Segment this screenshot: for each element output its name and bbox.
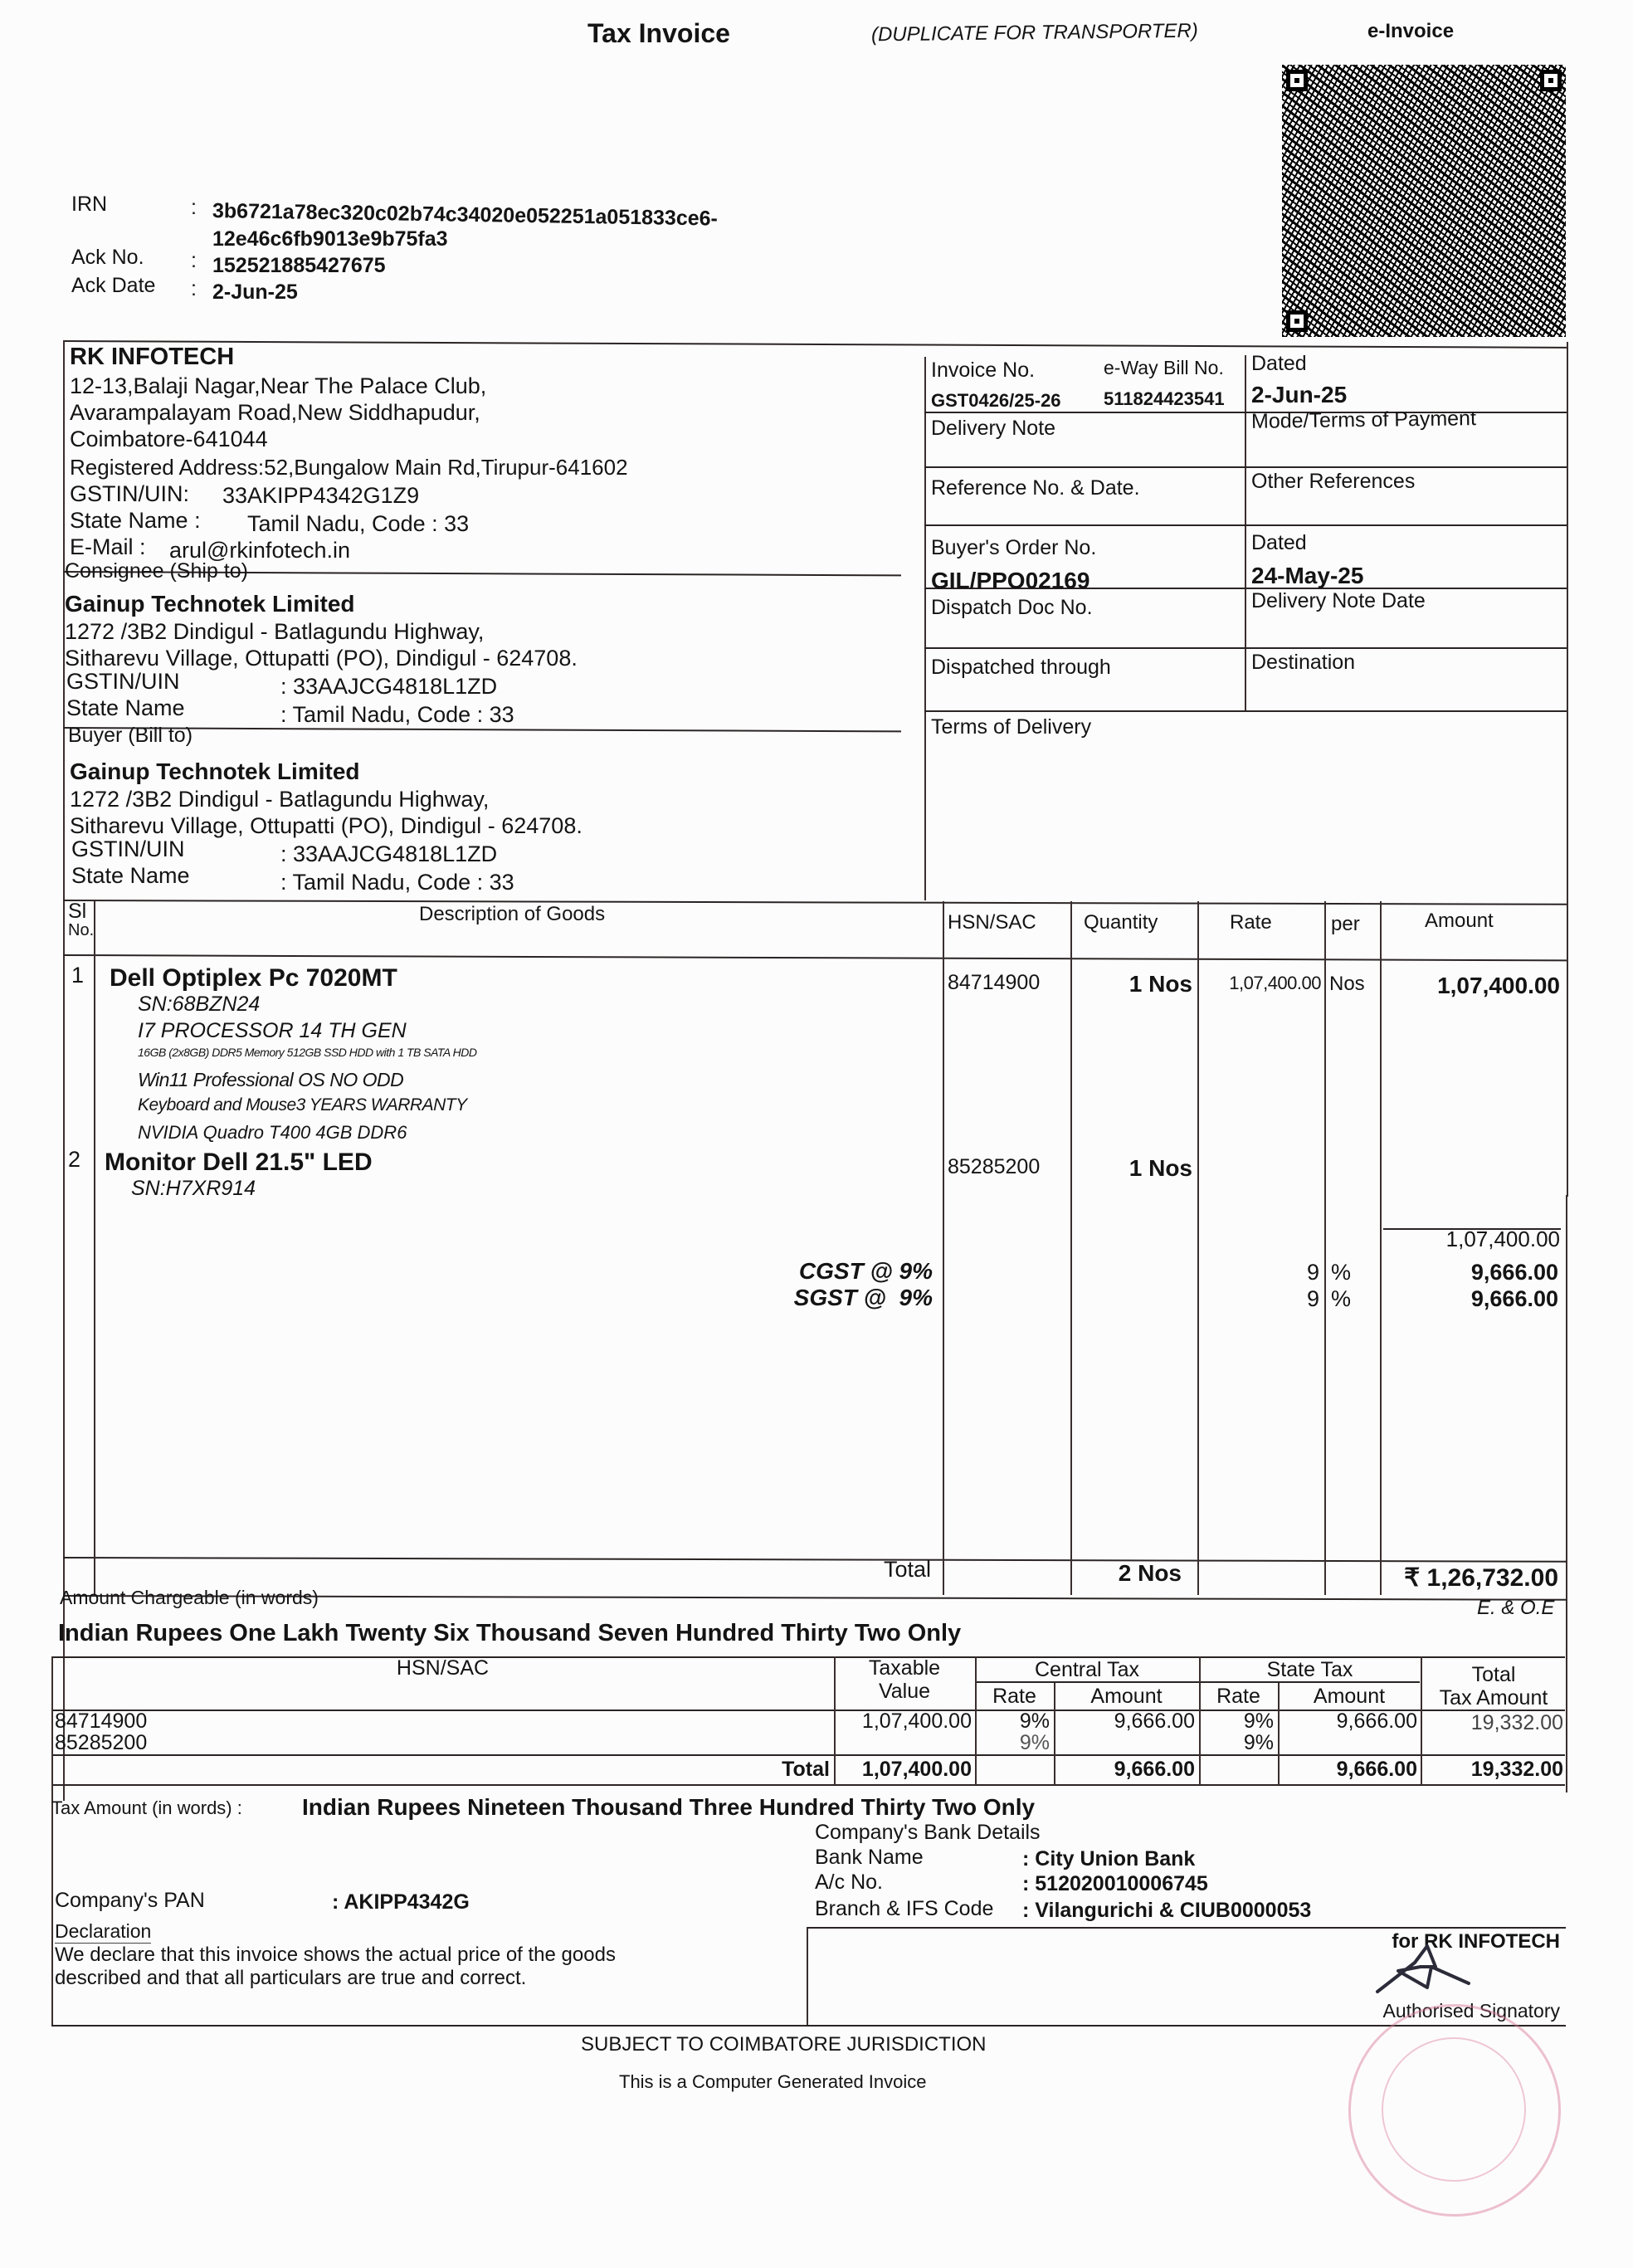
item-name: Monitor Dell 21.5" LED xyxy=(105,1149,373,1176)
tax-amount: 9,666.00 xyxy=(1470,1286,1558,1311)
seller-email-label: E-Mail : xyxy=(70,534,146,559)
total-quantity: 2 Nos xyxy=(1118,1560,1182,1586)
header-rate: Rate xyxy=(1230,911,1272,934)
buyer-address-line: Sitharevu Village, Ottupatti (PO), Dindigul - 624708. xyxy=(70,813,583,838)
irn-value-cont: 12e46c6fb9013e9b75fa3 xyxy=(212,227,448,251)
reference-label: Reference No. & Date. xyxy=(931,476,1140,500)
tax-words-label: Tax Amount (in words) : xyxy=(51,1797,242,1818)
jurisdiction-note: SUBJECT TO COIMBATORE JURISDICTION xyxy=(581,2033,987,2056)
subtotal-amount: 1,07,400.00 xyxy=(1445,1227,1560,1251)
ts-hsn: 85285200 xyxy=(55,1731,148,1754)
irn-value: 3b6721a78ec320c02b74c34020e052251a051833ce6- xyxy=(212,199,719,231)
declaration-text: We declare that this invoice shows the actual price of the goods xyxy=(55,1944,616,1966)
ts-header-taxable-value: Value xyxy=(878,1680,931,1703)
ts-total-label: Total xyxy=(782,1758,830,1781)
buyer-gstin-label: GSTIN/UIN xyxy=(71,836,185,861)
ts-header-tax-amount: Tax Amount xyxy=(1439,1686,1548,1710)
order-dated-value: 24-May-25 xyxy=(1251,563,1364,588)
item-quantity: 1 Nos xyxy=(1128,971,1192,997)
document-title: Tax Invoice xyxy=(587,18,730,48)
item-quantity: 1 Nos xyxy=(1128,1155,1192,1181)
qr-finder-icon xyxy=(1286,310,1308,332)
ack-date-value: 2-Jun-25 xyxy=(212,280,298,304)
header-quantity: Quantity xyxy=(1084,911,1158,934)
dispatch-doc-label: Dispatch Doc No. xyxy=(931,596,1093,619)
tax-label: SGST @ 9% xyxy=(793,1285,933,1310)
col-qty xyxy=(1070,901,1072,1595)
lower-frame-bottom xyxy=(51,2025,1566,2027)
pan-value: : AKIPP4342G xyxy=(332,1890,470,1914)
item-sl: 1 xyxy=(71,963,85,988)
item-detail: I7 PROCESSOR 14 TH GEN xyxy=(138,1019,407,1042)
eway-label: e-Way Bill No. xyxy=(1104,357,1224,378)
meta-divider xyxy=(924,524,1567,526)
seller-email-value: arul@rkinfotech.in xyxy=(169,538,351,563)
other-references-label: Other References xyxy=(1251,470,1416,493)
ts-hsn: 84714900 xyxy=(55,1710,148,1733)
tax-amount: 9,666.00 xyxy=(1470,1260,1558,1285)
pan-label: Company's PAN xyxy=(55,1889,205,1912)
eway-value: 511824423541 xyxy=(1104,388,1225,409)
dispatched-through-label: Dispatched through xyxy=(931,656,1111,679)
ack-date-label: Ack Date xyxy=(71,274,156,297)
header-sl-no: No. xyxy=(68,921,95,939)
header-sl: Sl xyxy=(68,900,87,923)
header-description: Description of Goods xyxy=(419,903,606,925)
consignee-gstin-label: GSTIN/UIN xyxy=(66,669,180,694)
for-company-label: for RK INFOTECH xyxy=(1392,1930,1560,1953)
bank-title: Company's Bank Details xyxy=(815,1821,1041,1844)
ts-state-rate: 9% xyxy=(1243,1731,1274,1754)
bank-name-value: : City Union Bank xyxy=(1022,1847,1196,1870)
col-rate xyxy=(1197,901,1199,1595)
ts-header-rate: Rate xyxy=(992,1685,1036,1708)
eoe-label: E. & O.E xyxy=(1477,1597,1555,1619)
consignee-address-line: Sitharevu Village, Ottupatti (PO), Dindigul - 624708. xyxy=(65,646,578,671)
amount-words-label: Amount Chargeable (in words) xyxy=(60,1587,319,1608)
item-name: Dell Optiplex Pc 7020MT xyxy=(110,964,397,992)
item-per: Nos xyxy=(1329,973,1365,995)
qr-finder-icon xyxy=(1286,70,1308,91)
col-sl xyxy=(94,901,95,1595)
ts-total-central: 9,666.00 xyxy=(1114,1758,1195,1781)
item-hsn: 85285200 xyxy=(948,1155,1041,1178)
separator: : xyxy=(191,196,197,219)
delivery-note-date-label: Delivery Note Date xyxy=(1251,589,1426,612)
ts-header-taxable: Taxable xyxy=(868,1656,941,1680)
consignee-state-label: State Name xyxy=(66,695,185,720)
total-label: Total xyxy=(883,1557,931,1582)
ts-header-central: Central Tax xyxy=(1035,1658,1139,1681)
account-label: A/c No. xyxy=(815,1870,883,1894)
signature-icon xyxy=(1369,1942,1485,2008)
items-header-bottom xyxy=(63,954,1567,961)
ts-total-taxable: 1,07,400.00 xyxy=(861,1758,972,1781)
company-stamp-inner-icon xyxy=(1382,2037,1526,2182)
lower-frame-left xyxy=(51,1656,53,2026)
tax-rate: 9 xyxy=(1306,1260,1319,1285)
seller-state-label: State Name : xyxy=(70,508,201,533)
invoice-no-value: GST0426/25-26 xyxy=(931,390,1061,411)
buyer-gstin-value: : 33AAJCG4818L1ZD xyxy=(280,841,498,866)
frame-right xyxy=(1567,342,1568,1197)
buyer-state-label: State Name xyxy=(71,863,190,888)
meta-divider xyxy=(924,647,1567,649)
tax-per: % xyxy=(1331,1286,1352,1311)
ts-header-total: Total xyxy=(1471,1663,1516,1686)
tax-summary-total-top xyxy=(51,1754,1565,1756)
buyer-state-value: : Tamil Nadu, Code : 33 xyxy=(280,870,514,895)
destination-label: Destination xyxy=(1251,651,1356,674)
item-detail: SN:68BZN24 xyxy=(138,993,261,1016)
authorised-signatory-label: Authorised Signatory xyxy=(1382,2000,1560,2022)
ts-state-amount: 9,666.00 xyxy=(1336,1710,1417,1733)
header-per: per xyxy=(1331,913,1360,935)
buyer-section-label: Buyer (Bill to) xyxy=(68,724,193,747)
buyer-address-line: 1272 /3B2 Dindigul - Batlagundu Highway, xyxy=(70,787,490,812)
branch-label: Branch & IFS Code xyxy=(815,1897,994,1920)
items-table-top xyxy=(63,900,1567,905)
ts-header-state: State Tax xyxy=(1266,1658,1353,1681)
buyer-name: Gainup Technotek Limited xyxy=(70,758,360,784)
tax-summary-bottom xyxy=(51,1784,1565,1786)
declaration-title: Declaration xyxy=(55,1920,152,1942)
bank-name-label: Bank Name xyxy=(815,1846,924,1869)
item-detail: SN:H7XR914 xyxy=(131,1177,256,1200)
ts-total-tax: 19,332.00 xyxy=(1470,1711,1563,1734)
ts-central-amount: 9,666.00 xyxy=(1114,1710,1195,1733)
amount-words-value: Indian Rupees One Lakh Twenty Six Thousand Seven Hundred Thirty Two Only xyxy=(58,1620,962,1646)
item-detail: 16GB (2x8GB) DDR5 Memory 512GB SSD HDD with 1 TB SATA HDD xyxy=(138,1046,477,1059)
ts-header-amount: Amount xyxy=(1090,1685,1163,1708)
header-hsn: HSN/SAC xyxy=(948,911,1036,934)
header-split xyxy=(924,357,926,900)
total-amount: ₹ 1,26,732.00 xyxy=(1404,1564,1558,1592)
col-amount xyxy=(1380,901,1382,1595)
ts-state-rate: 9% xyxy=(1243,1710,1274,1733)
invoice-no-label: Invoice No. xyxy=(931,358,1036,382)
tax-per: % xyxy=(1331,1260,1352,1285)
consignee-section-label: Consignee (Ship to) xyxy=(65,559,248,583)
tax-words-value: Indian Rupees Nineteen Thousand Three Hundred Thirty Two Only xyxy=(302,1794,1036,1820)
item-amount: 1,07,400.00 xyxy=(1437,973,1560,998)
consignee-name: Gainup Technotek Limited xyxy=(65,591,355,617)
consignee-gstin-value: : 33AAJCG4818L1ZD xyxy=(280,674,498,699)
qr-code-icon xyxy=(1282,65,1566,337)
declaration-text: described and that all particulars are true and correct. xyxy=(55,1967,527,1989)
meta-divider xyxy=(924,466,1567,468)
item-hsn: 84714900 xyxy=(948,971,1041,994)
ts-taxable-value: 1,07,400.00 xyxy=(861,1710,972,1733)
header-amount: Amount xyxy=(1425,910,1494,932)
buyers-order-value: GIL/PPO02169 xyxy=(931,568,1090,593)
item-sl: 2 xyxy=(68,1147,81,1172)
ts-header-hsn: HSN/SAC xyxy=(396,1656,490,1680)
seller-address-line: Avarampalayam Road,New Siddhapudur, xyxy=(70,400,480,425)
ts-total-tax-amount: 19,332.00 xyxy=(1470,1758,1563,1781)
frame-top xyxy=(63,340,1567,349)
item-detail: Keyboard and Mouse3 YEARS WARRANTY xyxy=(138,1095,467,1114)
separator: : xyxy=(191,277,197,300)
order-dated-label: Dated xyxy=(1251,531,1307,554)
signature-box-top xyxy=(807,1927,1566,1929)
seller-address-line: Coimbatore-641044 xyxy=(70,427,268,451)
account-value: : 512020010006745 xyxy=(1022,1872,1208,1895)
delivery-note-label: Delivery Note xyxy=(931,417,1056,440)
seller-gstin-value: 33AKIPP4342G1Z9 xyxy=(222,483,420,508)
terms-of-delivery-label: Terms of Delivery xyxy=(931,715,1092,739)
ack-no-label: Ack No. xyxy=(71,246,144,269)
branch-value: : Vilangurichi & CIUB0000053 xyxy=(1022,1899,1312,1922)
item-detail: NVIDIA Quadro T400 4GB DDR6 xyxy=(138,1122,407,1143)
meta-column-split xyxy=(1245,355,1246,712)
payment-terms-label: Mode/Terms of Payment xyxy=(1250,407,1477,433)
tax-label: CGST @ 9% xyxy=(798,1258,933,1284)
qr-finder-icon xyxy=(1540,70,1562,91)
separator: : xyxy=(191,249,197,272)
signature-box-left xyxy=(807,1927,808,2025)
seller-address-line: 12-13,Balaji Nagar,Near The Palace Club, xyxy=(70,373,487,398)
seller-state-value: Tamil Nadu, Code : 33 xyxy=(247,511,470,536)
einvoice-label: e-Invoice xyxy=(1367,20,1455,42)
seller-address-line: Registered Address:52,Bungalow Main Rd,Tirupur-641602 xyxy=(70,455,628,480)
seller-name: RK INFOTECH xyxy=(70,344,235,370)
ack-no-value: 152521885427675 xyxy=(212,254,386,277)
seller-gstin-label: GSTIN/UIN: xyxy=(70,481,190,506)
consignee-address-line: 1272 /3B2 Dindigul - Batlagundu Highway, xyxy=(65,619,485,644)
item-rate: 1,07,400.00 xyxy=(1229,973,1321,993)
computer-generated-note: This is a Computer Generated Invoice xyxy=(619,2071,927,2092)
ts-central-rate: 9% xyxy=(1019,1710,1050,1733)
ts-total-state: 9,666.00 xyxy=(1336,1758,1417,1781)
col-per xyxy=(1324,901,1326,1595)
meta-divider xyxy=(924,710,1567,712)
irn-label: IRN xyxy=(71,193,108,216)
consignee-state-value: : Tamil Nadu, Code : 33 xyxy=(280,702,514,727)
tax-rate: 9 xyxy=(1306,1286,1319,1311)
dated-label: Dated xyxy=(1251,352,1307,375)
buyers-order-label: Buyer's Order No. xyxy=(931,536,1097,559)
ts-header-amount: Amount xyxy=(1313,1685,1386,1708)
col-hsn xyxy=(943,901,944,1595)
item-detail: Win11 Professional OS NO ODD xyxy=(138,1069,404,1090)
ts-header-rate: Rate xyxy=(1216,1685,1260,1708)
ts-central-rate: 9% xyxy=(1019,1731,1050,1754)
copy-label: (DUPLICATE FOR TRANSPORTER) xyxy=(870,19,1198,46)
dated-value: 2-Jun-25 xyxy=(1251,382,1348,407)
